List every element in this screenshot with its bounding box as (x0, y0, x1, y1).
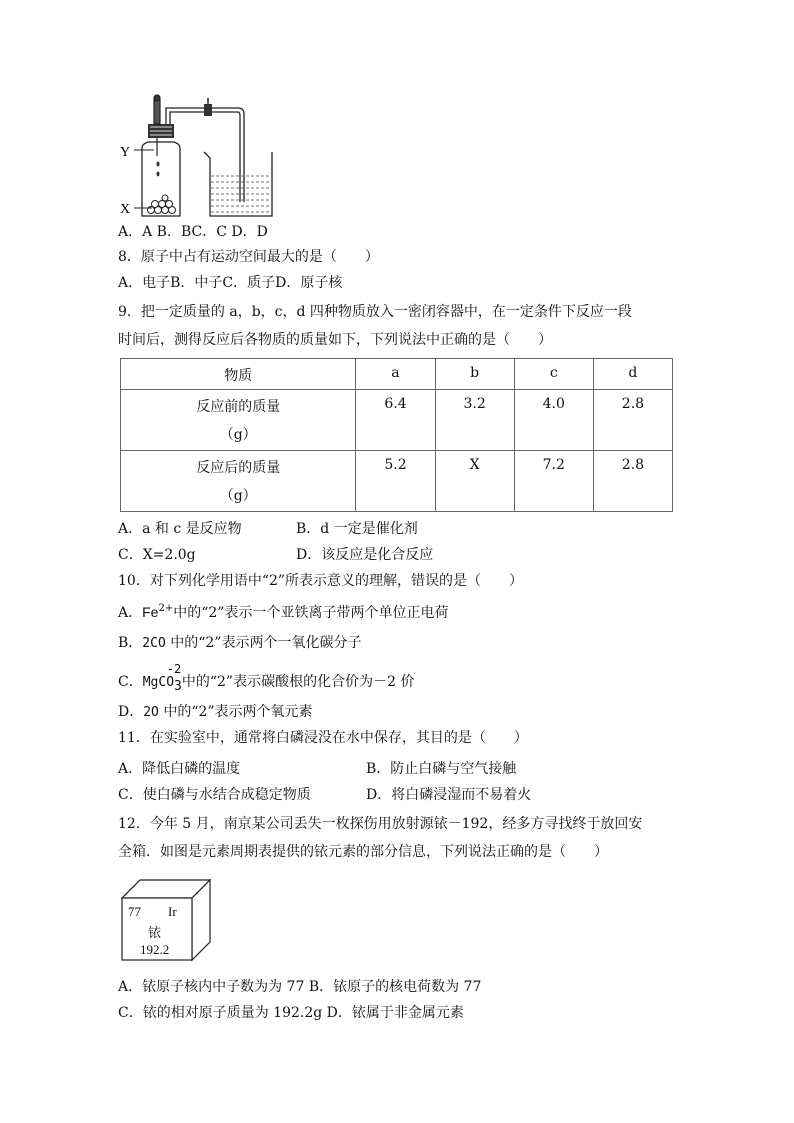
table-cell: 7.2 (514, 451, 593, 512)
beaker-water (211, 176, 271, 212)
element-name: 铱 (148, 926, 162, 941)
table-cell: 5.2 (356, 451, 435, 512)
rubber-stopper (148, 124, 174, 138)
table-header-cell: b (435, 359, 514, 390)
q11-option-a: A．降低白磷的温度 (118, 761, 241, 777)
q10-stem: 10．对下列化学用语中“2”所表示意义的理解，错误的是（ ） (118, 573, 524, 589)
solid-pellets (148, 195, 176, 214)
q10-option-b: B．2CO 中的“2”表示两个一氧化碳分子 (118, 635, 362, 651)
element-atomic-mass: 192.2 (140, 942, 170, 957)
table-cell: 4.0 (514, 390, 593, 451)
q7-options: A．A B．BC．C D．D (118, 224, 268, 240)
q10-option-c: C． -2 MgCO3中的“2”表示碳酸根的化合价为－2 价 (118, 662, 415, 694)
q9-stem-line2: 时间后，测得反应后各物质的质量如下，下列说法中正确的是（ ） (118, 332, 552, 348)
q9-option-b: B．d 一定是催化剂 (296, 521, 418, 537)
table-cell: 2.8 (593, 451, 672, 512)
q10-option-d: D．2O 中的“2”表示两个氧元素 (118, 704, 313, 720)
q9-option-a: A．a 和 c 是反应物 (118, 521, 242, 537)
table-cell: 2.8 (593, 390, 672, 451)
q10-option-a: A．$Fe^{2+}$中的“2”表示一个亚铁离子带两个单位正电荷 (118, 603, 449, 621)
liquid-drop (157, 172, 160, 177)
mass-table (120, 358, 673, 512)
table-cell: X (435, 451, 514, 512)
table-header-cell: a (356, 359, 435, 390)
table-row (121, 390, 673, 451)
clamp (204, 98, 212, 116)
q8-options: A．电子B．中子C．质子D．原子核 (118, 275, 343, 291)
q12-options-cd: C．铱的相对原子质量为 192.2g D．铱属于非金属元素 (118, 1005, 464, 1021)
table-header-row (121, 359, 673, 390)
q9-option-d: D．该反应是化合反应 (296, 547, 434, 563)
q11-option-c: C．使白磷与水结合成稳定物质 (118, 787, 311, 803)
q11-stem: 11．在实验室中，通常将白磷浸没在水中保存，其目的是（ ） (118, 730, 528, 746)
element-atomic-number: 77 (128, 904, 141, 919)
label-y: Y (120, 145, 131, 160)
table-header-cell: c (514, 359, 593, 390)
q11-option-d: D．将白磷浸湿而不易着火 (366, 787, 532, 803)
q12-stem-line1: 12．今年 5 月，南京某公司丢失一枚探伤用放射源铱－192，经多方寻找终于放回安 (118, 816, 643, 832)
row-label: 反应后的质量 （g） (121, 451, 356, 512)
table-header-cell: 物质 (121, 359, 356, 390)
liquid-drop (157, 162, 160, 167)
table-row (121, 451, 673, 512)
q9-stem-line1: 9．把一定质量的 a，b，c，d 四种物质放入一密闭容器中，在一定条件下反应一段 (118, 304, 632, 320)
table-cell: 6.4 (356, 390, 435, 451)
gas-apparatus-figure (118, 92, 278, 222)
q9-option-c: C．X=2.0g (118, 547, 196, 563)
label-x: X (120, 202, 131, 217)
element-symbol: Ir (168, 904, 177, 919)
table-header-cell: d (593, 359, 672, 390)
q12-stem-line2: 全箱．如图是元素周期表提供的铱元素的部分信息，下列说法正确的是（ ） (118, 844, 608, 860)
q11-option-b: B．防止白磷与空气接触 (366, 761, 517, 777)
q12-options-ab: A．铱原子核内中子数为为 77 B．铱原子的核电荷数为 77 (118, 979, 482, 995)
row-label: 反应前的质量 （g） (121, 390, 356, 451)
table-cell: 3.2 (435, 390, 514, 451)
q8-stem: 8．原子中占有运动空间最大的是（ ） (118, 249, 379, 265)
